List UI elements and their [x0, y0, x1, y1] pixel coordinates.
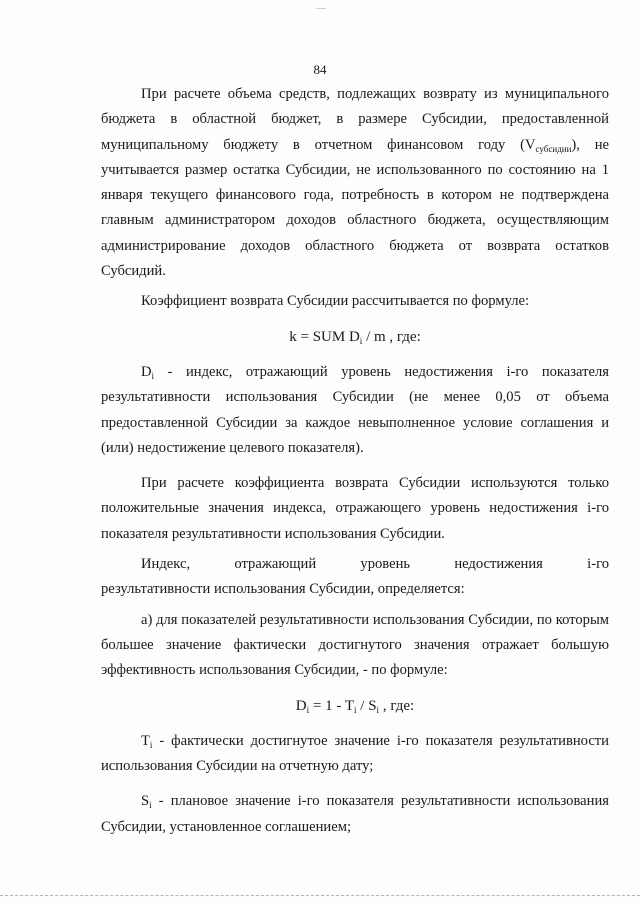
- di-text: - индекс, отражающий уровень недостижения i-го показателя результативности использования Субсидии (не менее 0,05 от объема предоставленной Субсидии за каждое невыполненное условие соглашения и (или) недостижение целевого показателя).: [101, 363, 609, 456]
- paragraph-si-definition: [101, 789, 609, 840]
- formula-d-part-b: = 1 - T: [309, 697, 355, 714]
- page-number: 84: [313, 62, 327, 77]
- paragraph-positive-values: При расчете коэффициента возврата Субсидии используются только положительные значения индекса, отражающего уровень недостижения i-го показателя результативности использования Субсидии.: [101, 475, 609, 542]
- paragraph-case-a: а) для показателей результативности использования Субсидии, по которым большее значение фактически достигнутого значения отражает большую эффективность использования Субсидии, - по формуле:: [101, 611, 609, 679]
- paragraph-ti-definition: [101, 729, 609, 780]
- formula-k-part-b: / m , где:: [362, 328, 421, 345]
- paragraph-index-line1: Индекс, отражающий уровень недостижения i-го: [141, 556, 609, 573]
- formula-k: [101, 325, 609, 350]
- formula-d-part-c: / S: [356, 697, 377, 714]
- p1-text-a: При расчете объема средств, подлежащих возврату из муниципального бюджета в областной бюджет, в размере Субсидии, предоставленной муниципальному бюджету в отчетном финансовом году (V: [101, 86, 609, 153]
- formula-d: [101, 694, 609, 719]
- si-sub: i: [149, 800, 152, 811]
- di-sub: i: [151, 370, 155, 381]
- formula-d-sub2: i: [354, 704, 357, 715]
- document-body: [101, 82, 609, 840]
- ti-sub: i: [149, 739, 153, 750]
- di-symbol: D: [141, 363, 152, 380]
- paragraph-return-calculation: [101, 82, 609, 284]
- si-symbol: S: [141, 793, 150, 810]
- paragraph-di-definition: [101, 360, 609, 461]
- paragraph-index-line2: результативности использования Субсидии, определяется:: [101, 581, 465, 598]
- formula-d-part-a: D: [295, 697, 307, 714]
- formula-d-sub1: i: [306, 704, 310, 715]
- formula-k-part-a: k = SUM D: [289, 328, 360, 345]
- formula-d-part-d: , где:: [379, 697, 415, 714]
- si-text: - плановое значение i-го показателя результативности использования Субсидии, установленное соглашением;: [101, 793, 609, 835]
- paragraph-coefficient-intro: Коэффициент возврата Субсидии рассчитывается по формуле:: [141, 293, 530, 310]
- formula-k-sub: i: [359, 335, 363, 346]
- ti-symbol: T: [141, 732, 150, 749]
- subsidy-subscript: субсидии: [535, 143, 572, 154]
- scan-mark: [316, 8, 326, 9]
- formula-d-sub3: i: [376, 704, 380, 715]
- p1-text-b: ), не учитывается размер остатка Субсидии, не использованного по состоянию на 1 января текущего финансового года, потребность в котором не подтверждена главным администратором доходов областного бюджета, осуществляющим администрирование доходов областного бюджета от возврата остатков Субсидий.: [101, 136, 609, 280]
- scan-edge: [0, 895, 640, 896]
- ti-text: - фактически достигнутое значение i-го показателя результативности использования Субсидии на отчетную дату;: [101, 732, 609, 775]
